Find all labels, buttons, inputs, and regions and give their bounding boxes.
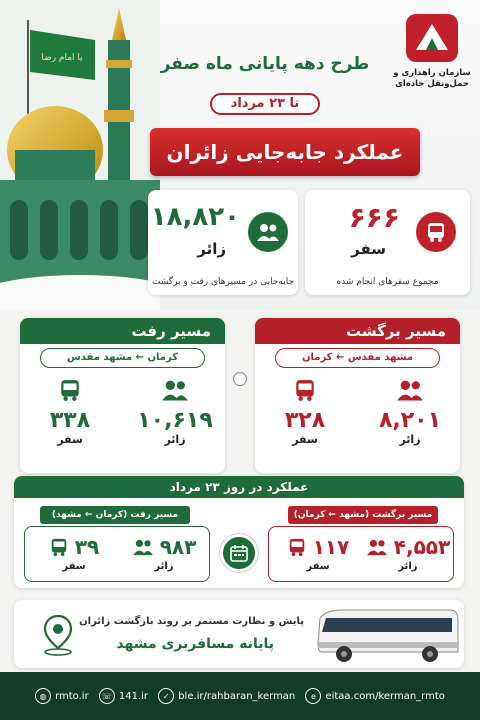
daily-go-trips-unit: سفر xyxy=(62,561,86,572)
daily-title: عملکرد در روز ۲۳ مرداد xyxy=(14,476,464,498)
bus-icon xyxy=(49,536,69,558)
daily-return-trips xyxy=(273,535,363,559)
eitaa-icon: e xyxy=(305,688,321,704)
total-pilgrims-card xyxy=(148,190,298,295)
return-route-title: مسیر برگشت xyxy=(255,318,460,344)
bus-icon xyxy=(265,376,345,404)
daily-go-pilgrims xyxy=(119,535,209,559)
shrine-illustration xyxy=(0,0,160,310)
return-route-path: مشهد مقدس ← کرمان xyxy=(275,348,440,368)
footer-site[interactable] xyxy=(35,688,89,704)
bus-icon xyxy=(30,376,110,404)
location-pin-icon xyxy=(40,612,76,656)
return-trips-unit: سفر xyxy=(292,433,318,446)
monitoring-text: پایش و نظارت مستمر بر روند بازگشت زائران xyxy=(79,616,304,627)
total-trips-unit: سفر xyxy=(351,240,386,258)
monitoring-card xyxy=(14,600,464,668)
coach-bus-illustration xyxy=(312,604,462,666)
total-trips-caption: مجموع سفرهای انجام شده xyxy=(336,277,439,287)
phone-icon: ☏ xyxy=(99,688,115,704)
total-trips-value: ۶۶۶ xyxy=(348,201,400,234)
footer xyxy=(0,672,480,720)
people-icon xyxy=(135,376,215,404)
go-route-card xyxy=(20,318,225,473)
go-trips-value: ۳۳۸ xyxy=(49,408,91,433)
footer-bale-text: ble.ir/rahbaran_kerman xyxy=(178,690,296,702)
go-route-title: مسیر رفت xyxy=(20,318,225,344)
daily-go-pilgrims-value: ۹۸۳ xyxy=(159,535,197,559)
daily-return-box xyxy=(268,526,454,582)
daily-return-trips-value: ۱۱۷ xyxy=(312,535,350,559)
daily-performance-card xyxy=(14,476,464,588)
total-pilgrims-caption: جابه‌جایی در مسیرهای رفت و برگشت xyxy=(151,277,295,287)
total-pilgrims-unit: زائر xyxy=(197,240,226,258)
daily-go-trips xyxy=(29,535,119,559)
calendar-icon xyxy=(220,534,258,572)
return-pilgrims-unit: زائر xyxy=(399,433,421,446)
return-trips-value: ۳۲۸ xyxy=(284,408,326,433)
daily-return-trips-unit: سفر xyxy=(306,561,330,572)
terminal-name: پایانه مسافربری مشهد xyxy=(116,636,274,652)
go-pilgrims-cell xyxy=(135,376,215,466)
page-title: طرح دهه پایانی ماه صفر xyxy=(160,54,370,74)
go-trips-unit: سفر xyxy=(57,433,83,446)
people-icon xyxy=(132,538,154,556)
total-pilgrims-value: ۱۸,۸۲۰ xyxy=(150,202,240,232)
hero-section xyxy=(0,0,480,310)
go-pilgrims-value: ۱۰,۶۱۹ xyxy=(137,408,213,433)
title-banner: عملکرد جابه‌جایی زائران xyxy=(150,128,420,176)
flag-text: یا امام رضا xyxy=(41,53,83,63)
total-trips-card xyxy=(305,190,470,295)
footer-phone-text: 141.ir xyxy=(118,690,149,702)
daily-return-label: مسیر برگشت (مشهد ← کرمان) xyxy=(288,506,438,524)
globe-icon: ◍ xyxy=(35,688,51,704)
rmto-logo xyxy=(402,10,462,66)
daily-return-pilgrims xyxy=(363,535,453,559)
people-icon xyxy=(366,538,388,556)
date-pill: تا ۲۳ مرداد xyxy=(210,93,320,115)
return-trips-cell xyxy=(265,376,345,466)
daily-return-pilgrims-unit: زائر xyxy=(398,561,418,572)
daily-go-box xyxy=(24,526,210,582)
daily-go-label: مسیر رفت (کرمان ← مشهد) xyxy=(40,506,190,524)
return-route-card xyxy=(255,318,460,473)
bus-icon xyxy=(287,536,307,558)
go-pilgrims-unit: زائر xyxy=(164,433,186,446)
return-pilgrims-cell xyxy=(370,376,450,466)
people-icon xyxy=(370,376,450,404)
go-trips-cell xyxy=(30,376,110,466)
daily-go-pilgrims-unit: زائر xyxy=(154,561,174,572)
route-divider xyxy=(233,372,247,386)
daily-go-trips-value: ۳۹ xyxy=(74,535,100,559)
bus-icon xyxy=(416,212,456,252)
people-icon xyxy=(248,212,288,252)
footer-bale[interactable] xyxy=(158,688,295,704)
go-route-path: کرمان ← مشهد مقدس xyxy=(40,348,205,368)
footer-site-text: rmto.ir xyxy=(55,690,89,702)
daily-return-pilgrims-value: ۴,۵۵۳ xyxy=(393,535,451,559)
return-pilgrims-value: ۸,۲۰۱ xyxy=(378,408,442,433)
footer-eitaa-text: eitaa.com/kerman_rmto xyxy=(325,690,445,702)
bale-icon: ✓ xyxy=(158,688,174,704)
footer-phone[interactable] xyxy=(99,688,148,704)
org-name: سازمان راهداری و حمل‌ونقل جاده‌ای xyxy=(393,68,471,89)
footer-eitaa[interactable] xyxy=(305,688,444,704)
